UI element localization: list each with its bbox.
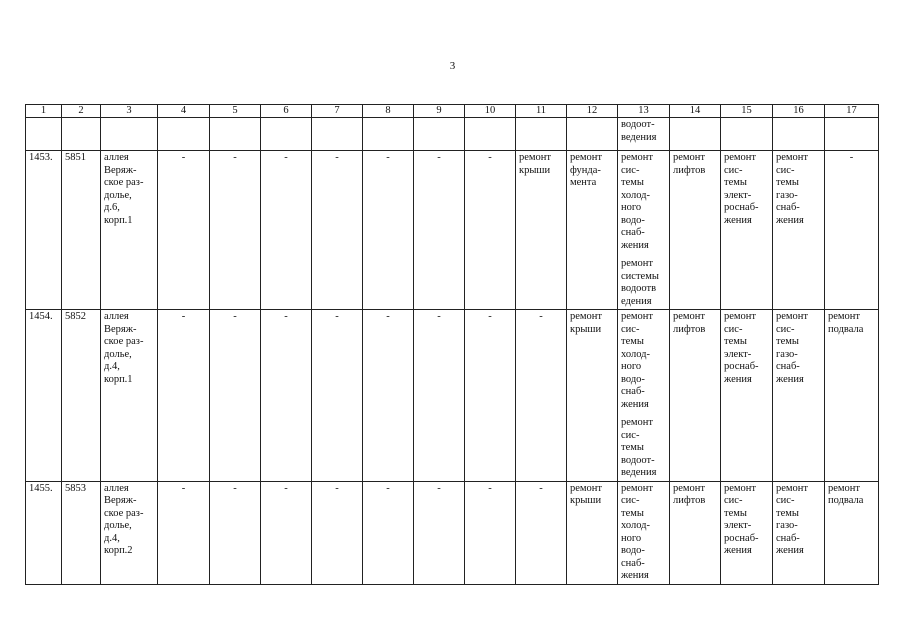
work-cell: ремонт фунда- мента — [567, 151, 618, 310]
dash-cell: - — [158, 481, 210, 584]
dash-cell: - — [312, 481, 363, 584]
object-code: 5853 — [62, 481, 101, 584]
dash-cell: - — [363, 310, 414, 482]
address-cell: аллея Веряж- ское раз- долье, д.4, корп.1 — [101, 310, 158, 482]
dash-cell: - — [465, 310, 516, 482]
work-cell: ремонт крыши — [567, 310, 618, 482]
dash-cell: - — [414, 481, 465, 584]
column-number: 13 — [618, 105, 670, 118]
column-number: 3 — [101, 105, 158, 118]
table-row — [26, 310, 879, 482]
work-cell: ремонт крыши — [516, 151, 567, 310]
column-number: 15 — [721, 105, 773, 118]
column-number: 16 — [773, 105, 825, 118]
dash-cell: - — [414, 151, 465, 310]
dash-cell: - — [516, 310, 567, 482]
column-number: 4 — [158, 105, 210, 118]
dash-cell: - — [210, 310, 261, 482]
column-number: 12 — [567, 105, 618, 118]
continuation-row — [26, 118, 879, 151]
dash-cell: - — [312, 151, 363, 310]
row-index: 1453. — [26, 151, 62, 310]
work-item: ремонт сис- темы холод- ного водо- снаб- жения — [621, 152, 654, 251]
dash-cell: - — [158, 151, 210, 310]
table-row — [26, 151, 879, 310]
dash-cell: - — [210, 151, 261, 310]
address-cell: аллея Веряж- ское раз- долье, д.6, корп.1 — [101, 151, 158, 310]
column-number: 7 — [312, 105, 363, 118]
table-row — [26, 481, 879, 584]
work-cell — [618, 310, 670, 482]
repair-schedule-table — [25, 104, 879, 585]
work-cell — [618, 481, 670, 584]
column-number: 14 — [670, 105, 721, 118]
work-item: ремонт сис- темы холод- ного водо- снаб- жения — [621, 311, 654, 410]
column-number: 10 — [465, 105, 516, 118]
work-cell: ремонт сис- темы газо- снаб- жения — [773, 481, 825, 584]
dash-cell: - — [261, 310, 312, 482]
row-index: 1455. — [26, 481, 62, 584]
work-cell: ремонт лифтов — [670, 481, 721, 584]
work-cell: ремонт лифтов — [670, 310, 721, 482]
dash-cell: - — [261, 481, 312, 584]
work-item: ремонт сис- темы водоот- ведения — [621, 417, 657, 478]
dash-cell: - — [312, 310, 363, 482]
column-number: 11 — [516, 105, 567, 118]
column-number: 5 — [210, 105, 261, 118]
row-index: 1454. — [26, 310, 62, 482]
dash-cell: - — [210, 481, 261, 584]
work-item: ремонт сис- темы холод- ного водо- снаб- жения — [621, 482, 654, 581]
dash-cell: - — [261, 151, 312, 310]
page-number: 3 — [449, 60, 456, 72]
work-cell: ремонт сис- темы элект- роснаб- жения — [721, 310, 773, 482]
dash-cell: - — [363, 481, 414, 584]
column-number: 9 — [414, 105, 465, 118]
dash-cell: - — [465, 481, 516, 584]
work-cell: ремонт подвала — [825, 310, 879, 482]
column-number: 17 — [825, 105, 879, 118]
dash-cell: - — [825, 151, 879, 310]
work-cell: ремонт сис- темы газо- снаб- жения — [773, 151, 825, 310]
work-item: ремонт системы водоотв едения — [621, 258, 659, 307]
dash-cell: - — [363, 151, 414, 310]
column-number: 1 — [26, 105, 62, 118]
work-cell: ремонт подвала — [825, 481, 879, 584]
work-cell: ремонт сис- темы элект- роснаб- жения — [721, 481, 773, 584]
work-cell: ремонт лифтов — [670, 151, 721, 310]
column-number-row — [26, 105, 879, 118]
column-number: 6 — [261, 105, 312, 118]
address-cell: аллея Веряж- ское раз- долье, д.4, корп.2 — [101, 481, 158, 584]
dash-cell: - — [516, 481, 567, 584]
work-cell — [618, 151, 670, 310]
continuation-cell: водоот- ведения — [618, 118, 670, 151]
work-cell: ремонт сис- темы газо- снаб- жения — [773, 310, 825, 482]
work-cell: ремонт крыши — [567, 481, 618, 584]
object-code: 5852 — [62, 310, 101, 482]
dash-cell: - — [414, 310, 465, 482]
object-code: 5851 — [62, 151, 101, 310]
column-number: 2 — [62, 105, 101, 118]
column-number: 8 — [363, 105, 414, 118]
dash-cell: - — [158, 310, 210, 482]
dash-cell: - — [465, 151, 516, 310]
work-cell: ремонт сис- темы элект- роснаб- жения — [721, 151, 773, 310]
